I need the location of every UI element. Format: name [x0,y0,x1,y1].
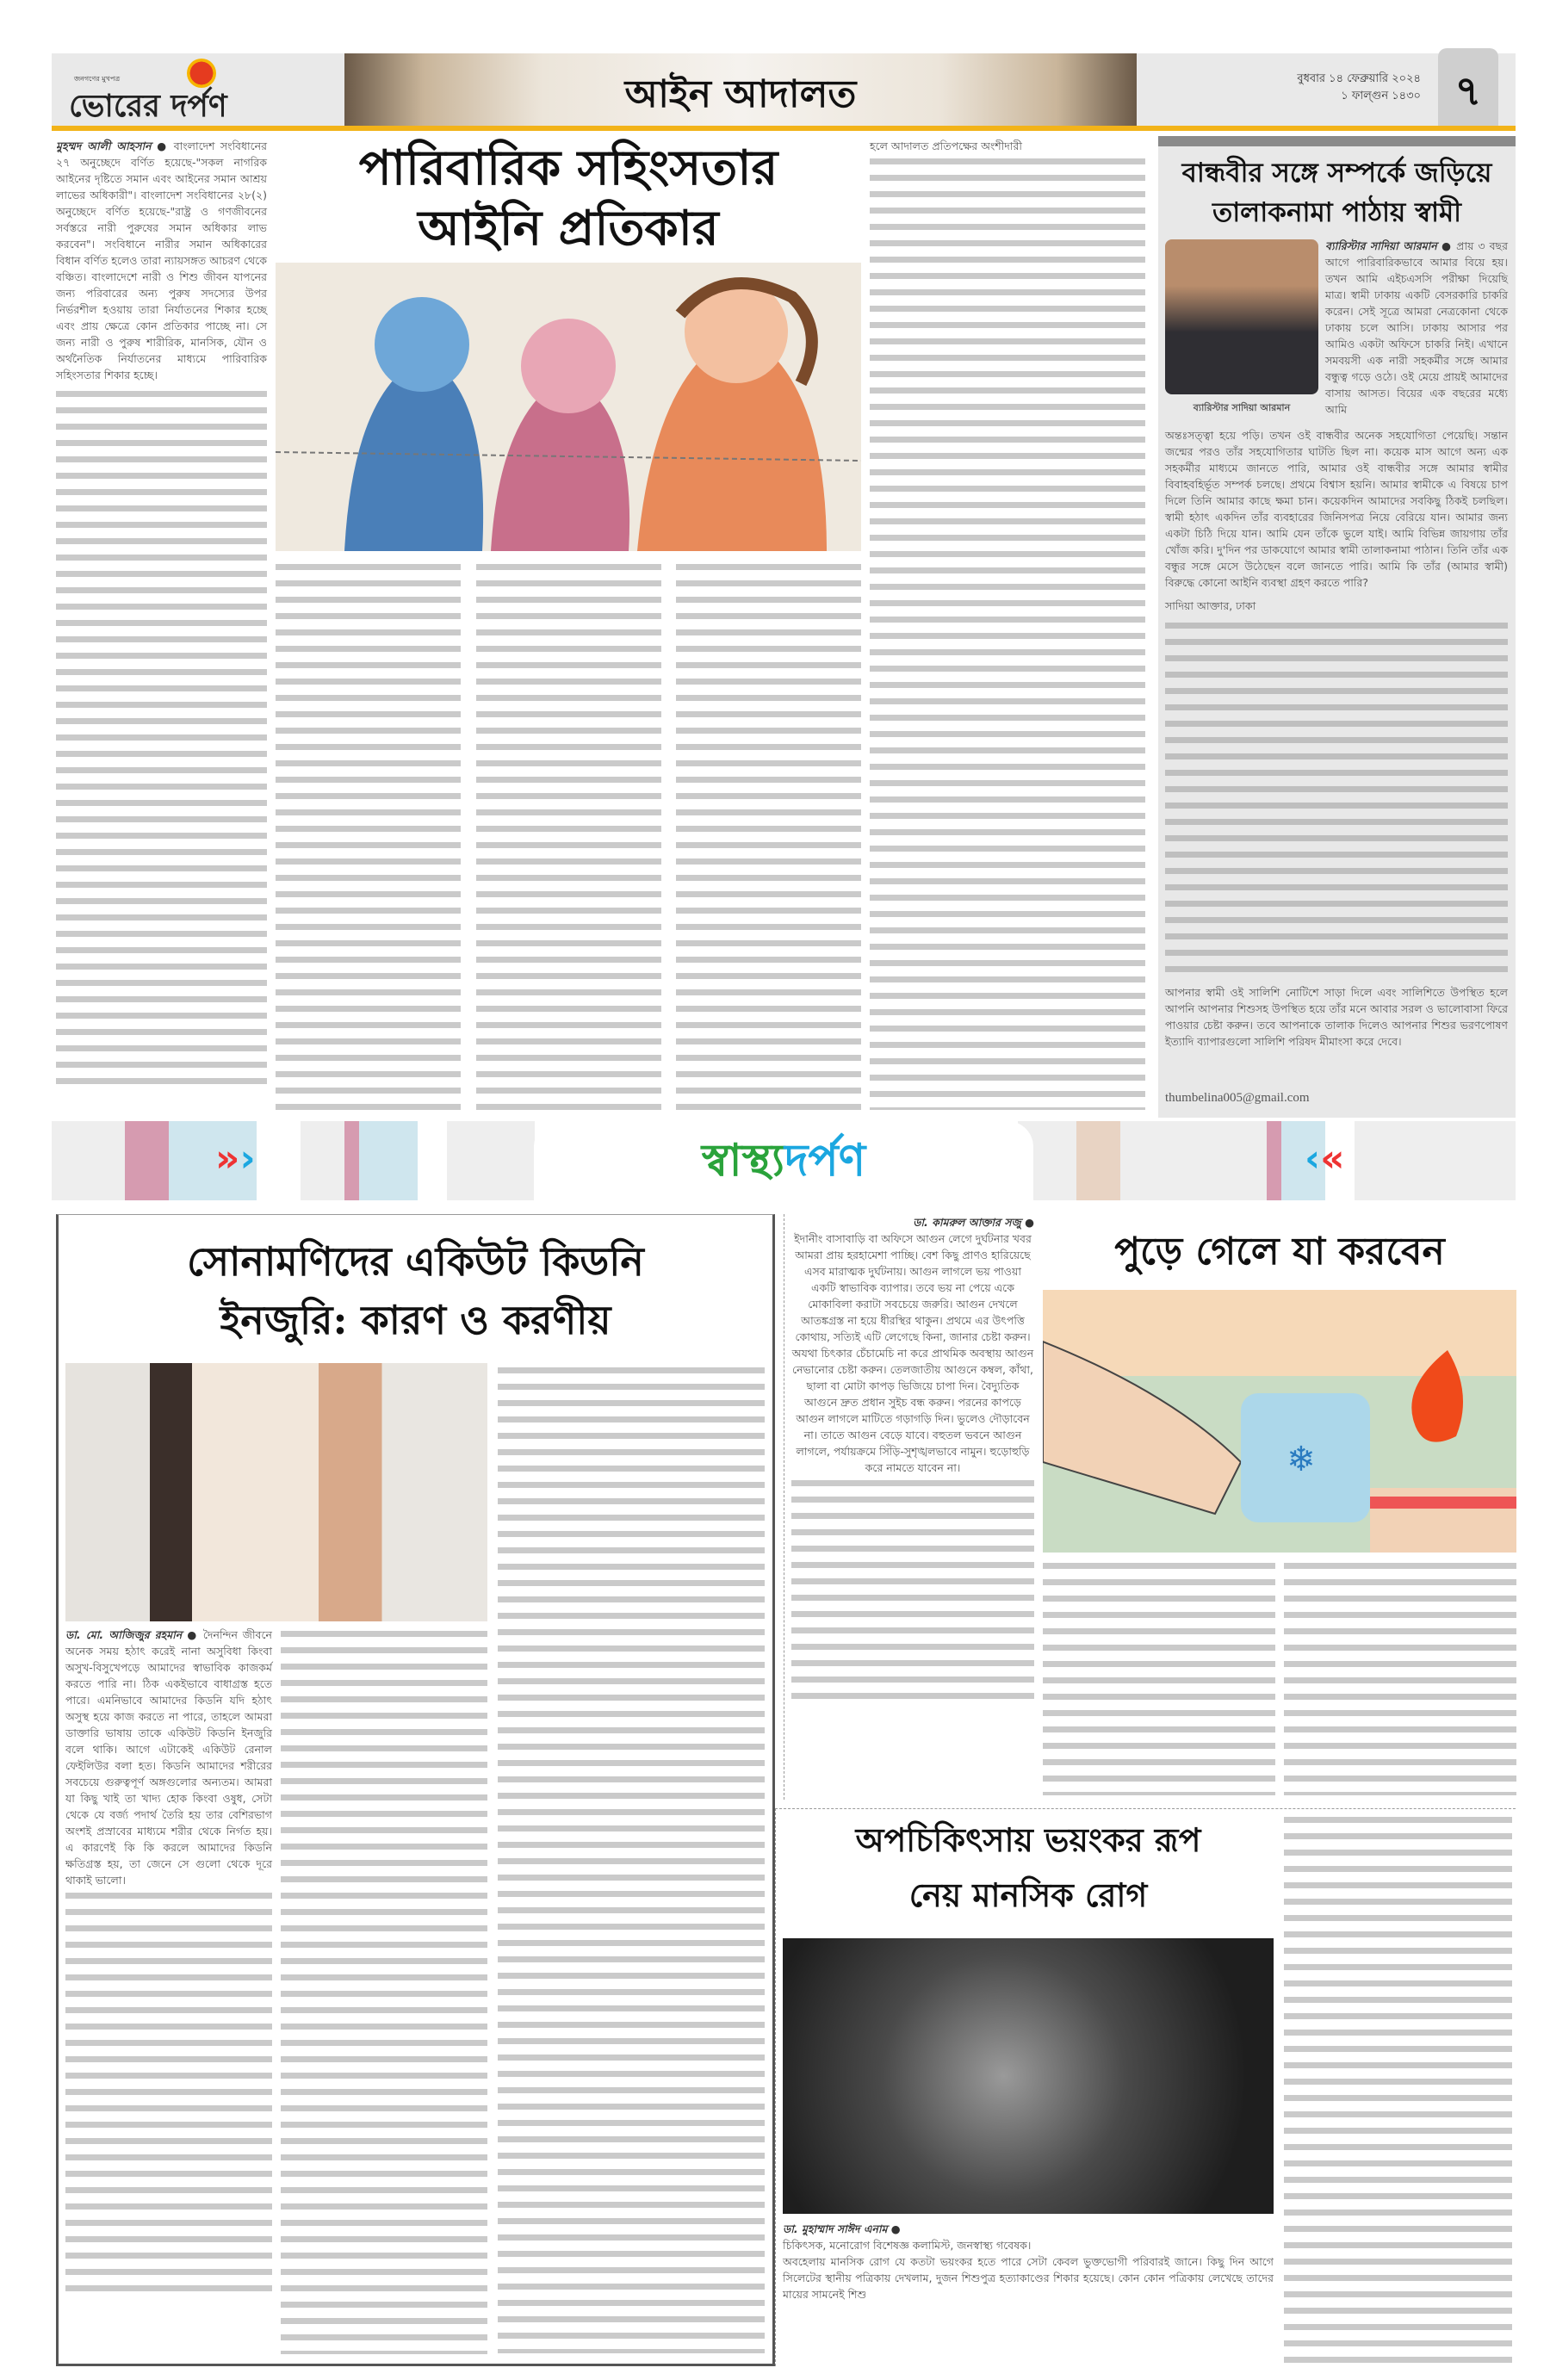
date-bangla: ১ ফাল্গুন ১৪৩০ [1341,90,1421,102]
text-lines [676,560,861,1111]
chevrons-right-icon: »› [215,1137,256,1181]
mental-body: অবহেলায় মানসিক রোগ যে কতটা ভয়ংকর হতে পারে সেটা কেবল ভুক্তভোগী পরিবারই জানে। কিছু দিন আগে সিলেটের স্থানীয় পত্রিকায় দেখলাম, দুজন শিশুপুত্র হত্যাকাণ্ডের শিকার হয়েছে। কোন কোন পত্রিকায় লেখেছে তাদের মায়ের সামনেই শিশু [783,2255,1274,2301]
page-number: ৭ [1454,67,1482,115]
text-lines [870,154,1145,1110]
text-lines [791,1476,1034,1708]
photo-caption: ব্যারিস্টার সাদিয়া আরমান [1193,402,1291,413]
mental-column-2 [1284,1813,1512,2364]
burn-column-1: ডা. কামরুল আক্তার সজু ● ইদানীং বাসাবাড়ি বা অফিসে আগুন লেগে দুর্ঘটনার খবর আমরা প্রায় হরহামেশা পাচ্ছি। বেশ কিছু প্রাণও হারিয়েছে এসব মারাত্মক দুর্ঘটনায়। আগুন লাগলে ভয় পাওয়া একটি স্বাভাবিক ব্যাপার। তবে ভয় না পেয়ে একে মোকাবিলা করাটা সবচেয়ে জরুরি। আগুন দেখলে আতঙ্কগ্রস্ত না হয়ে ধীরস্থির থাকুন। প্রথমে এর উৎপত্তি কোথায়, সত্যিই এটি লেগেছে কিনা, জানার চেষ্টা করুন। অযথা চিৎকার চেঁচামেচি না করে প্রাথমিক অবস্থায় আগুন নেভানোর চেষ্টা করুন। তেলজাতীয় আগুনে কম্বল, কাঁথা, ছালা বা মোটা কাপড় ভিজিয়ে চাপা দিন। বৈদ্যুতিক আগুনে দ্রুত প্রধান সুইচ বন্ধ করুন। পরনের কাপড়ে আগুন লাগলে মাটিতে গড়াগড়ি দিন। ভুলেও দৌড়াবেন না। তাতে আগুন বেড়ে যাবে। বহুতল ভবনে আগুন লাগলে, পর্যায়ক্রমে সিঁড়ি-সুশৃঙ্খলভাবে নামুন। হুড়োহুড়ি করে নামতে যাবেন না। [791,1214,1034,1708]
logo-text: ভোরের দর্পণ [69,88,227,124]
logo-tagline: জনগণের মুখপত্র [74,75,121,83]
mental-byline: ডা. মুহাম্মাদ সাঈদ এনাম ● চিকিৎসক, মনোরোগ বিশেষজ্ঞ কলামিস্ট, জনস্বাস্থ্য গবেষক। অবহেলায় মানসিক রোগ যে কতটা ভয়ংকর হতে পারে সেটা কেবল ভুক্তভোগী পরিবারই জানে। কিছু দিন আগে সিলেটের স্থানীয় পত্রিকায় দেখলাম, দুজন শিশুপুত্র হত্যাকাণ্ডের শিকার হয়েছে। কোন কোন পত্রিকায় লেখেছে তাদের মায়ের সামনেই শিশু [783,2222,1274,2301]
header-rule [52,126,1516,131]
qa-box [1158,136,1516,1118]
mental-article [775,1808,1516,2366]
kidney-article [56,1214,775,2366]
lead-article [56,138,1145,1115]
burn-article [784,1214,1516,1800]
dateline [1249,71,1421,105]
qa-answer: আপনার স্বামী ওই সালিশি নোটিশে সাড়া দিলে এবং সালিশিতে উপস্থিত হলে আপনি আপনার শিশুসহ উপস্থিত হয়ে তাঁর মনে আবার সরল ও ভালোবাসা ফিরে পাওয়ার চেষ্টা করুন। তবে আপনাকে তালাক দিলেও আপনার শিশুর ভরণপোষণ ইত্যাদি ব্যাপারগুলো সালিশি পরিষদ মীমাংসা করে দেবে। [1165,986,1508,1048]
lead-column-4 [676,560,861,1115]
snowflake-icon: ❄ [1286,1440,1316,1479]
lead-column-1 [56,138,267,1115]
burn-illustration [1043,1290,1516,1553]
lead-headline: পারিবারিক সহিংসতার আইনি প্রতিকার [358,139,778,257]
mental-photo [783,1938,1274,2214]
mental-headline: অপচিকিৎসায় ভয়ংকর রূপ নেয় মানসিক রোগ [855,1820,1201,1914]
text-lines [65,1888,272,2293]
lead-continued: হলে আদালত প্রতিপক্ষের অংশীদারী [870,139,1022,152]
logo [62,57,320,122]
lead-column-3 [476,560,661,1115]
lead-column-5 [870,138,1145,1115]
text-lines [476,560,661,1111]
qa-email[interactable]: thumbelina005@gmail.com [1165,1091,1310,1105]
kidney-column-3 [498,1363,765,2353]
qa-headline: বান্ধবীর সঙ্গে সম্পর্কে জড়িয়ে তালাকনামা পাঠায় স্বামী [1181,158,1492,228]
kidney-headline: সোনামণিদের একিউট কিডনি ইনজুরি: কারণ ও করণীয় [187,1238,644,1343]
author-photo [1165,239,1318,394]
qa-asker: সাদিয়া আক্তার, ঢাকা [1165,599,1256,612]
chevrons-left-icon: ‹« [1305,1137,1345,1181]
section-title: আইন আদালত [624,72,857,116]
page-tab [1438,48,1498,126]
burn-headline: পুড়ে গেলে যা করবেন [1114,1230,1445,1274]
masthead [52,53,1516,126]
qa-header-bar [1158,136,1516,146]
text-lines [56,387,267,1084]
burn-column-3 [1284,1559,1516,1795]
kidney-column-1: ডা. মো. আজিজুর রহমান ● দৈনন্দিন জীবনে অনেক সময় হঠাৎ করেই নানা অসুবিধা কিংবা অসুখ-বিসুখেপড়ে আমাদের স্বাভাবিক কাজকর্ম করতে পারি না। ঠিক একইভাবে বাধাগ্রস্ত হতে পারে। এমনিভাবে আমাদের কিডনি যদি হঠাৎ অসুস্থ হয়ে কাজ করতে না পারে, তাহলে আমরা ডাক্তারি ভাষায় তাকে একিউট কিডনি ইনজুরি বলে থাকি। আগে এটাকেই একিউট রেনাল ফেইলিউর বলা হত। কিডনি আমাদের শরীরের সবচেয়ে গুরুত্বপূর্ণ অঙ্গগুলোর অন্যতম। আমরা যা কিছু খাই তা খাদ্য হোক কিংবা ওষুধ, সেটা থেকে যে বর্জ্য পদার্থ তৈরি হয় তার বেশিরভাগ অংশই প্রস্রাবের মাধ্যমে শরীর থেকে নির্গত হয়। এ কারণেই কি কি করলে আমাদের কিডনি ক্ষতিগ্রস্ত হয়, তা জেনে সে গুলো থেকে দূরে থাকাই ভালো। [65,1627,272,2293]
health-title: স্বাস্থ্যদর্পণ [534,1121,1033,1200]
kidney-photo [65,1363,487,1621]
qa-question-2: অন্তঃসত্ত্বা হয়ে পড়ি। তখন ওই বান্ধবীর অনেক সহযোগিতা পেয়েছি। সন্তান জন্মের পরও তাঁর সহযোগিতার ঘাটতি ছিল না। কয়েক মাস আগে অন্য এক সহকর্মীর মাধ্যমে জানতে পারি, আমার ওই বান্ধবীর সঙ্গে আমার স্বামীর বিবাহবহির্ভূত সম্পর্ক চলছে। প্রথমে বিশ্বাস হয়নি। আমার স্বামীকে এ বিষয়ে চাপ দিলে তিনি আমার কাছে ক্ষমা চান। কয়েকদিন আমাদের সবকিছু ঠিকই চলছিল। স্বামী হঠাৎ একদিন তাঁর ব্যবহারের জিনিসপত্র নিয়ে বেরিয়ে যান। আমার জন্য একটা চিঠি দিয়ে যান। আমি যেন তাঁকে ভুলে যাই। আমি বিভিন্ন জায়গায় তাঁর খোঁজ করি। দু'দিন পর ডাকযোগে আমার স্বামী তালাকনামা পাঠান। তিনি তাঁর এক বন্ধুর সঙ্গে মেসে উঠেছেন বলে জানতে পারি। আমি কি তাঁর (আমার স্বামী) বিরুদ্ধে কোনো আইনি ব্যবস্থা গ্রহণ করতে পারি? [1165,429,1508,589]
kidney-column-2 [281,1627,487,2354]
qa-question-1: ব্যারিস্টার সাদিয়া আরমান ● প্রায় ৩ বছর আগে পারিবারিকভাবে আমার বিয়ে হয়। তখন আমি এইচএসসি পরীক্ষা দিয়েছি মাত্র। স্বামী ঢাকায় একটি বেসরকারি চাকরি করেন। সেই সূত্রে আমরা নেত্রকোনা থেকে ঢাকায় চলে আসি। ঢাকায় আসার পর আমিও একটা অফিসে চাকরি নিই। এখানে সমবয়সী এক নারী সহকর্মীর সঙ্গে আমার বন্ধুত্ব গড়ে ওঠে। ওই মেয়ে প্রায়ই আমাদের বাসায় আসত। বিয়ের এক বছরের মধ্যে আমি [1325,239,1508,416]
lead-byline: মুহম্মদ আলী আহসান ● [56,139,169,152]
health-banner [52,1121,1516,1200]
text-lines [276,560,461,1111]
date: বুধবার ১৪ ফেব্রুয়ারি ২০২৪ [1297,72,1421,85]
burn-column-2 [1043,1559,1275,1795]
lead-body: বাংলাদেশ সংবিধানের ২৭ অনুচ্ছেদে বর্ণিত হয়েছে-"সকল নাগরিক আইনের দৃষ্টিতে সমান এবং আইনের সমান আশ্রয় লাভের অধিকারী"। বাংলাদেশ সংবিধানের ২৮(২) অনুচ্ছেদে বর্ণিত হয়েছে-"রাষ্ট্র ও গণজীবনের সর্বস্তরে নারী পুরুষের সমান অধিকার লাভ করবেন"। সংবিধানে নারীর সমান অধিকারের বিধান বর্ণিত হলেও তারা ন্যায়সঙ্গত আচরণ থেকে বঞ্চিত। বাংলাদেশে নারী ও শিশু জীবন যাপনের জন্য পরিবারের অন্য পুরুষ সদস্যের উপর নির্ভরশীল হওয়ায় তারা নির্যাতনের শিকার হচ্ছে এবং প্রায় ক্ষেত্রে কোন প্রতিকার পাচ্ছে না। সে জন্য নারী ও পুরুষ শারীরিক, মানসিক, যৌন ও অর্থনৈতিক নির্যাতনের মাধ্যমে পারিবারিক সহিংসতার শিকার হচ্ছে। [56,139,267,381]
section-banner [344,53,1137,126]
lead-column-2 [276,560,461,1115]
lead-illustration [276,263,861,551]
text-lines [1165,618,1508,980]
